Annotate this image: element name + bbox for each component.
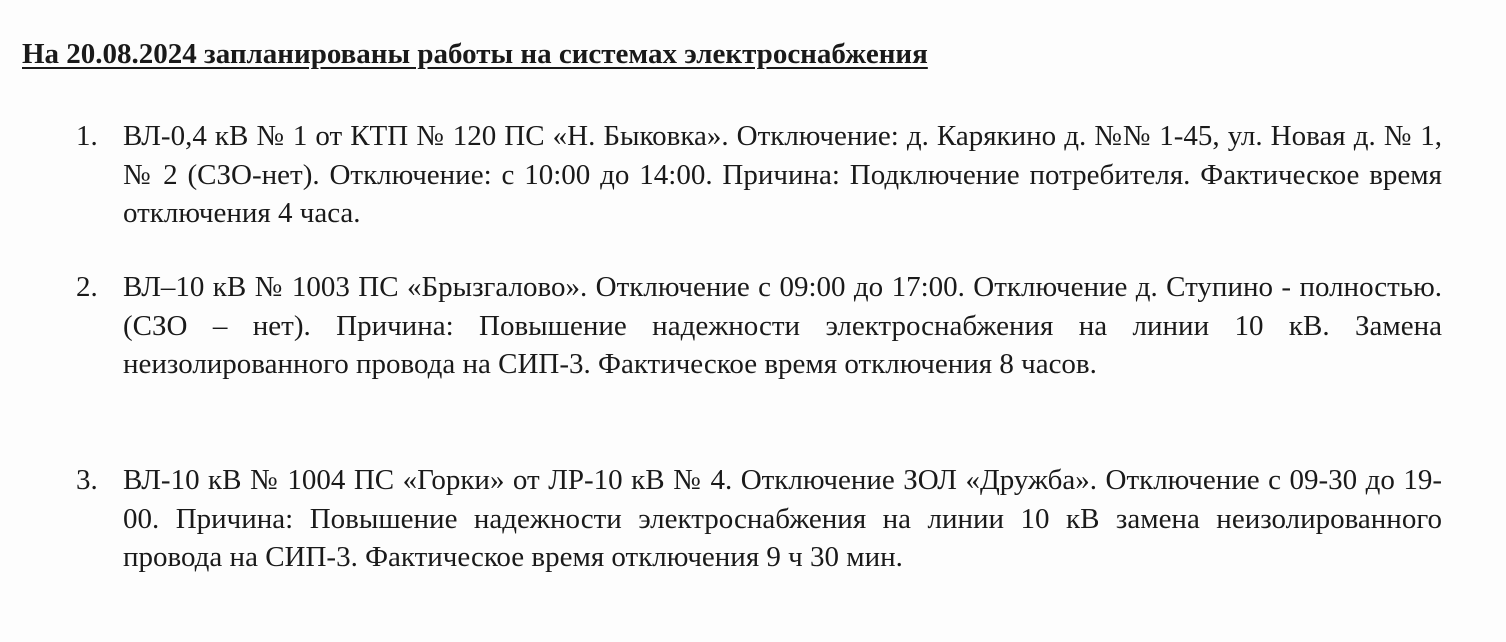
document-heading: На 20.08.2024 запланированы работы на системах электроснабжения	[22, 38, 928, 70]
list-item-number: 1.	[76, 120, 98, 152]
list-item	[76, 461, 1442, 577]
list-item-text: ВЛ-0,4 кВ № 1 от КТП № 120 ПС «Н. Быковка». Отключение: д. Карякино д. №№ 1-45, ул. Новая д. № 1, № 2 (СЗО-нет). Отключение: с 10:00 до 14:00. Причина: Подключение потребителя. Фактическое время отключения 4 часа.	[123, 120, 1442, 229]
list-item	[76, 268, 1442, 384]
list-item-number: 2.	[76, 271, 98, 303]
list-item-text: ВЛ–10 кВ № 1003 ПС «Брызгалово». Отключение с 09:00 до 17:00. Отключение д. Ступино - полностью. (СЗО – нет). Причина: Повышение надежности электроснабжения на линии 10 кВ. Замена неизолированного провода на СИП-3. Фактическое время отключения 8 часов.	[123, 271, 1442, 380]
list-item	[76, 117, 1442, 233]
list-item-text: ВЛ-10 кВ № 1004 ПС «Горки» от ЛР-10 кВ № 4. Отключение ЗОЛ «Дружба». Отключение с 09-30 до 19-00. Причина: Повышение надежности электроснабжения на линии 10 кВ замена неизолированного провода на СИП-3. Фактическое время отключения 9 ч 30 мин.	[123, 464, 1442, 573]
list-item-number: 3.	[76, 464, 98, 496]
